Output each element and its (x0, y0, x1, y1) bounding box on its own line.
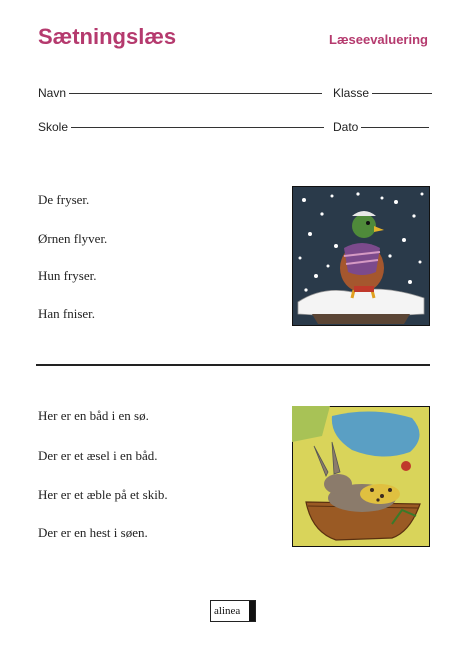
date-field[interactable] (333, 120, 429, 134)
donkey-in-boat-illustration (292, 406, 430, 547)
name-field[interactable] (38, 86, 322, 100)
publisher-logo-text: alinea (214, 605, 241, 617)
date-label: Dato (333, 120, 359, 134)
section-divider (36, 364, 430, 366)
sentence-2-2: Der er et æsel i en båd. (38, 448, 158, 463)
date-line[interactable] (361, 127, 429, 128)
school-label: Skole (38, 120, 69, 134)
class-field[interactable] (333, 86, 432, 100)
class-label: Klasse (333, 86, 370, 100)
freezing-bird-illustration (292, 186, 430, 326)
sentence-1-4: Han fniser. (38, 306, 96, 321)
logo-bar (249, 601, 255, 621)
class-line[interactable] (372, 93, 432, 94)
page-subtitle: Læseevaluering (329, 32, 428, 47)
sentence-1-1: De fryser. (38, 192, 90, 207)
publisher-logo (210, 600, 256, 622)
name-label: Navn (38, 86, 67, 100)
school-line[interactable] (71, 127, 324, 128)
sentence-2-4: Der er en hest i søen. (38, 525, 148, 540)
sentence-1-2: Ørnen flyver. (38, 231, 108, 246)
sentence-1-3: Hun fryser. (38, 268, 97, 283)
sentence-2-1: Her er en båd i en sø. (38, 408, 149, 423)
sentence-2-3: Her er et æble på et skib. (38, 487, 168, 502)
school-field[interactable] (38, 120, 324, 134)
page-title: Sætningslæs (38, 24, 177, 49)
name-line[interactable] (69, 93, 322, 94)
